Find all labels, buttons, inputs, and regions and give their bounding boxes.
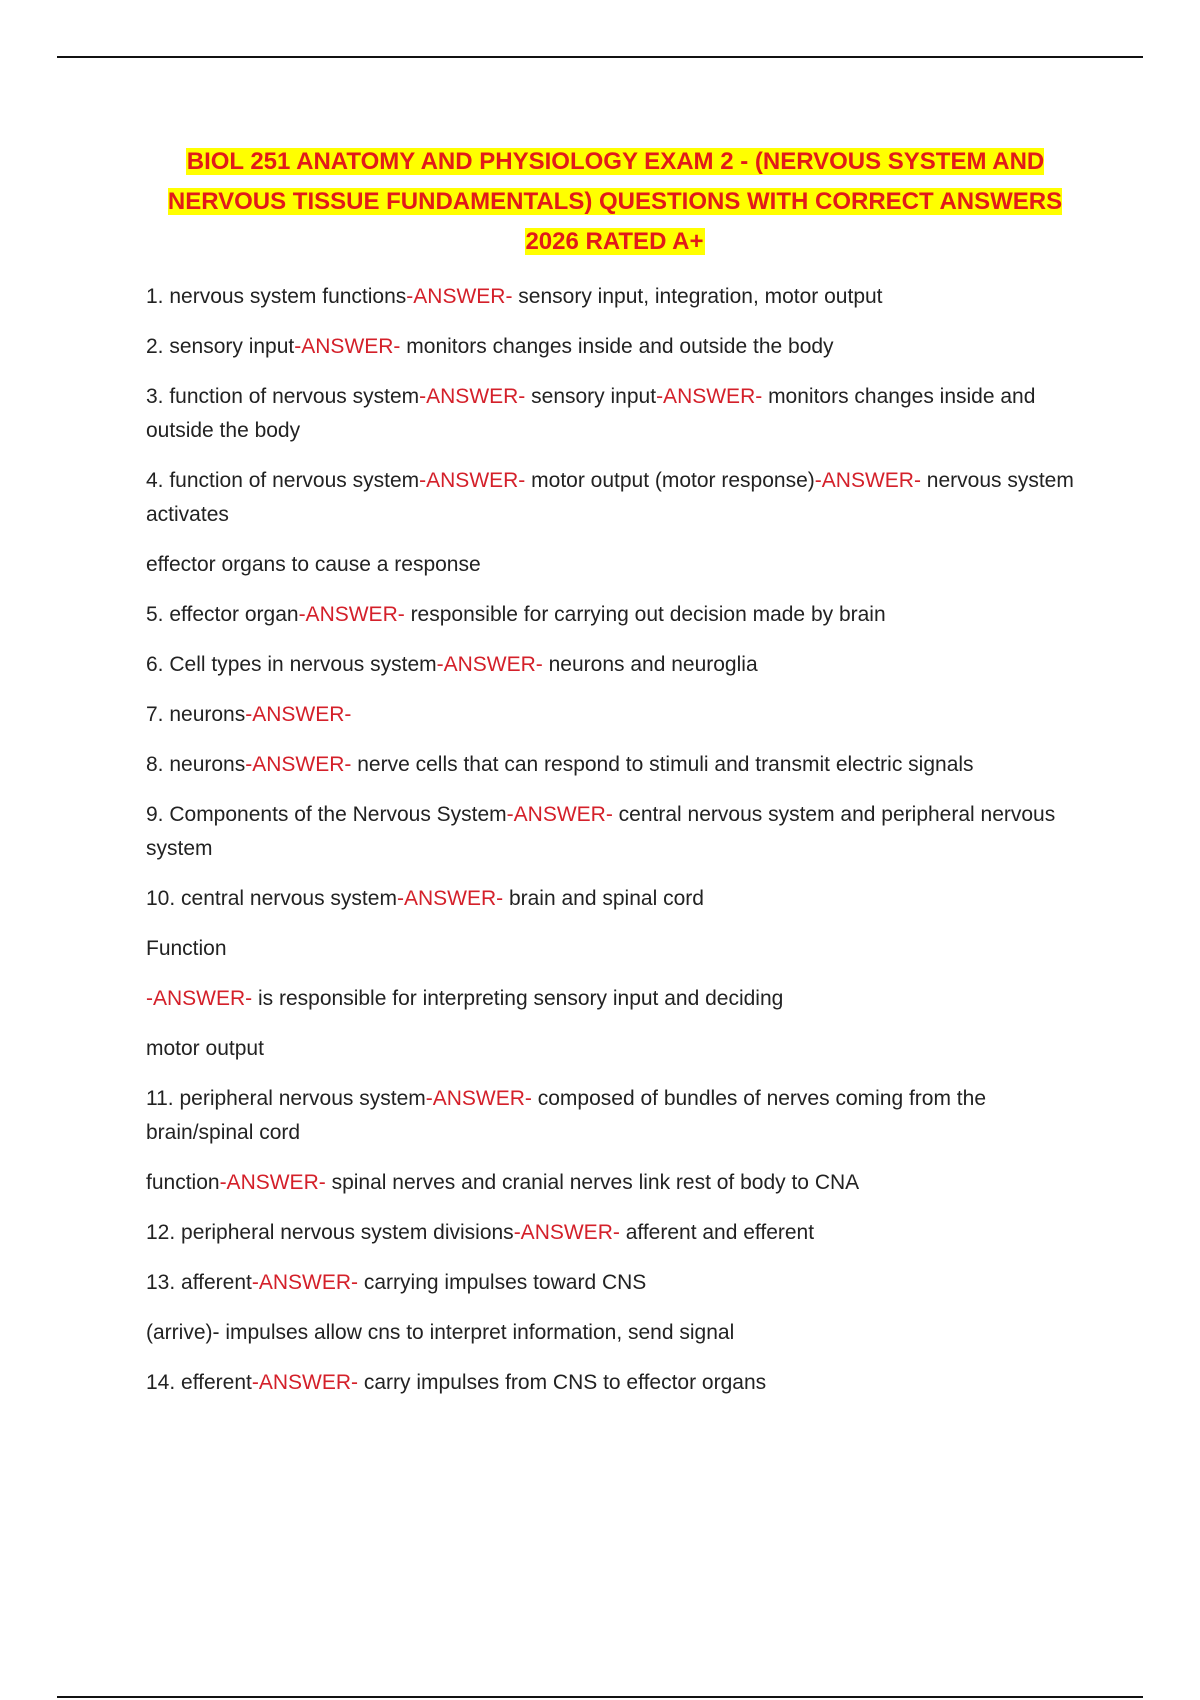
qa-item (146, 380, 1096, 448)
question-text: 6. Cell types in nervous system (146, 653, 437, 676)
answer-text: monitors changes inside and outside the body (400, 335, 834, 358)
qa-item (146, 548, 1096, 582)
qa-item (146, 598, 1096, 632)
answer-marker: -ANSWER- (436, 653, 543, 676)
question-text: function (146, 1171, 220, 1194)
answer-marker: -ANSWER- (245, 753, 352, 776)
answer-text: carrying impulses toward CNS (358, 1271, 647, 1294)
question-text: 4. function of nervous system (146, 469, 420, 492)
qa-item (146, 464, 1096, 532)
qa-item (146, 798, 1096, 866)
qa-item (146, 1166, 1096, 1200)
answer-text: nerve cells that can respond to stimuli and transmit electric signals (351, 753, 974, 776)
question-text: 9. Components of the Nervous System (146, 803, 507, 826)
answer-marker: -ANSWER- (146, 987, 253, 1010)
answer-marker: -ANSWER- (245, 703, 352, 726)
answer-marker: -ANSWER- (396, 887, 504, 910)
question-text: 3. function of nervous system (146, 385, 420, 408)
answer-marker: -ANSWER- (419, 385, 526, 408)
answer-marker: -ANSWER- (298, 603, 405, 626)
answer-marker: -ANSWER- (219, 1171, 326, 1194)
question-text: 7. neurons (146, 703, 246, 726)
question-text: 12. peripheral nervous system divisions (146, 1221, 514, 1244)
question-text: 5. effector organ (146, 603, 299, 626)
answer-marker: -ANSWER- (251, 1371, 359, 1394)
question-text: 1. nervous system functions (146, 285, 407, 308)
qa-item (146, 882, 1096, 916)
answer-text: carry impulses from CNS to effector organs (358, 1371, 767, 1394)
qa-item (146, 1082, 1096, 1150)
answer-text: brain and spinal cord (503, 887, 704, 910)
answer-marker: -ANSWER- (656, 385, 763, 408)
answer-text: spinal nerves and cranial nerves link rest of body to CNA (325, 1171, 860, 1194)
question-text: 2. sensory input (146, 335, 295, 358)
question-text: 13. afferent (146, 1271, 252, 1294)
qa-item (146, 1366, 1096, 1400)
answer-marker: -ANSWER- (406, 285, 513, 308)
plain-text: (arrive)- impulses allow cns to interpret information, send signal (146, 1321, 735, 1344)
answer-marker: -ANSWER- (419, 469, 526, 492)
answer-text: is responsible for interpreting sensory input and deciding (252, 987, 784, 1010)
answer-marker: -ANSWER- (513, 1221, 620, 1244)
qa-item (146, 330, 1096, 364)
question-text: 10. central nervous system (146, 887, 397, 910)
plain-text: effector organs to cause a response (146, 553, 481, 576)
document-title (140, 142, 1090, 262)
answer-text: sensory input, integration, motor output (512, 285, 883, 308)
answer-text: composed of bundles of nerves coming from the brain/spinal cord (146, 1087, 986, 1144)
answer-text: motor output (motor response) (525, 469, 815, 492)
bottom-rule (57, 1696, 1143, 1698)
qa-item (146, 1032, 1096, 1066)
qa-item (146, 1216, 1096, 1250)
question-text: 11. peripheral nervous system (146, 1087, 426, 1110)
answer-text: sensory input (525, 385, 657, 408)
answer-marker: -ANSWER- (814, 469, 921, 492)
answer-text: responsible for carrying out decision made by brain (404, 603, 886, 626)
qa-item (146, 748, 1096, 782)
plain-text: motor output (146, 1037, 264, 1060)
answer-marker: -ANSWER- (251, 1271, 359, 1294)
qa-item (146, 280, 1096, 314)
answer-marker: -ANSWER- (294, 335, 401, 358)
answer-text: neurons and neuroglia (542, 653, 758, 676)
qa-item (146, 1266, 1096, 1300)
qa-item (146, 932, 1096, 966)
qa-item (146, 648, 1096, 682)
answer-text: monitors changes inside and outside the body (146, 385, 1036, 442)
question-text: 14. efferent (146, 1371, 252, 1394)
plain-text: Function (146, 937, 227, 960)
answer-text: afferent and efferent (619, 1221, 815, 1244)
top-rule (57, 56, 1143, 58)
answer-marker: -ANSWER- (425, 1087, 532, 1110)
answer-marker: -ANSWER- (506, 803, 613, 826)
qa-item (146, 1316, 1096, 1350)
answer-text: nervous system activates (146, 469, 1074, 526)
qa-item (146, 982, 1096, 1016)
question-text: 8. neurons (146, 753, 246, 776)
qa-item (146, 698, 1096, 732)
qa-list (146, 280, 1096, 1416)
answer-text: central nervous system and peripheral nervous system (146, 803, 1056, 860)
document-title-text: BIOL 251 ANATOMY AND PHYSIOLOGY EXAM 2 - (NERVOUS SYSTEM AND NERVOUS TISSUE FUNDAMENTALS) QUESTIONS WITH CORRECT ANSWERS 2026 RATED A+ (167, 148, 1063, 255)
